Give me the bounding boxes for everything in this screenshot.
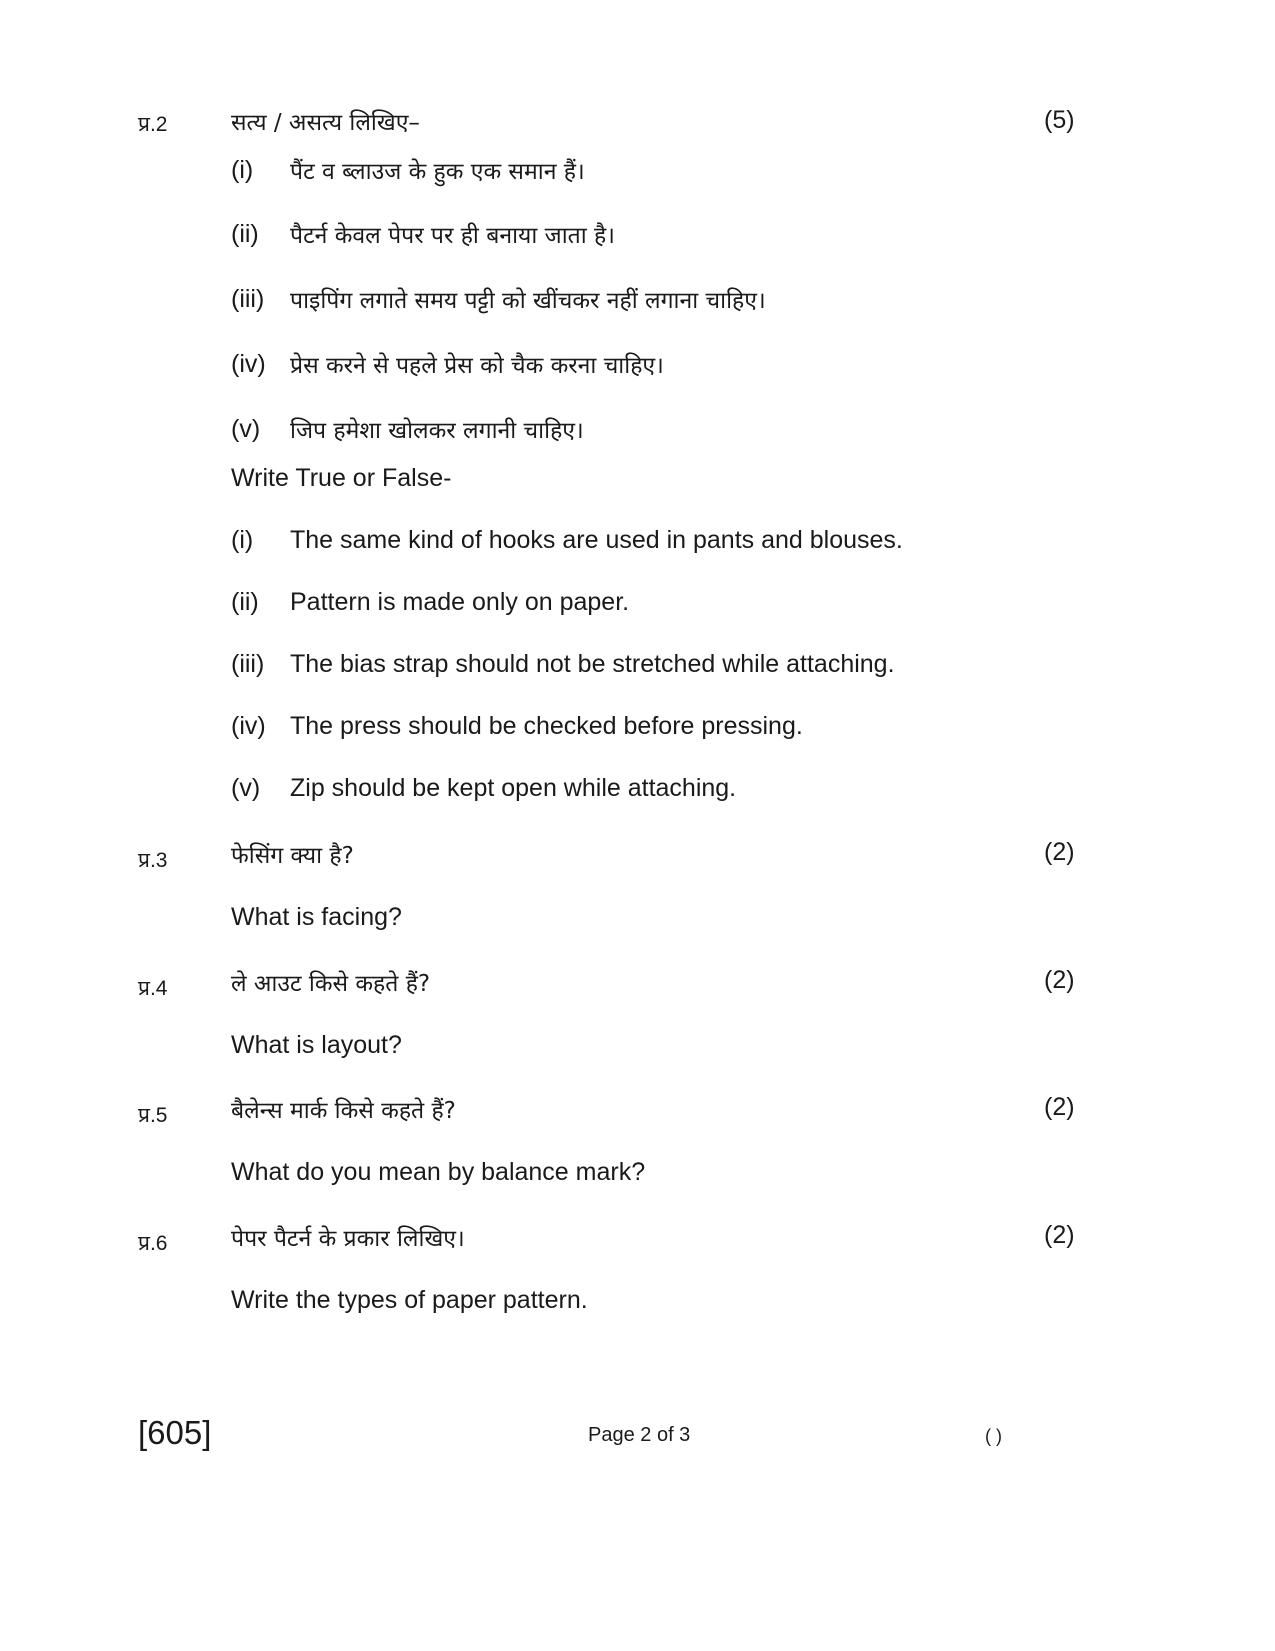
q2-english-item-1-roman: (i): [231, 526, 254, 554]
q2-english-item-4: The press should be checked before pressing.: [290, 712, 803, 740]
q5-hindi: बैलेन्स मार्क किसे कहते हैं?: [231, 1098, 456, 1124]
q4-number: प्र.4: [138, 977, 168, 1000]
q6-hindi: पेपर पैटर्न के प्रकार लिखिए।: [231, 1226, 465, 1252]
q2-english-item-3: The bias strap should not be stretched while attaching.: [290, 650, 895, 678]
q2-hindi-item-5-roman: (v): [231, 415, 261, 443]
q3-hindi: फेसिंग क्या है?: [231, 843, 354, 869]
q2-hindi-item-4-roman: (iv): [231, 350, 266, 378]
q6-number: प्र.6: [138, 1232, 168, 1255]
q2-english-item-3-roman: (iii): [231, 650, 265, 678]
q2-hindi-item-4: प्रेस करने से पहले प्रेस को चैक करना चाहिए।: [290, 353, 664, 379]
q2-hindi-item-2-roman: (ii): [231, 220, 259, 248]
q5-english: What do you mean by balance mark?: [231, 1158, 646, 1186]
q4-marks: (2): [1044, 966, 1075, 994]
q3-number: प्र.3: [138, 849, 168, 872]
q2-hindi-item-2: पैटर्न केवल पेपर पर ही बनाया जाता है।: [290, 223, 615, 249]
footer-paren: ( ): [985, 1426, 1002, 1446]
q4-hindi: ले आउट किसे कहते हैं?: [231, 971, 431, 997]
q2-english-item-2: Pattern is made only on paper.: [290, 588, 630, 616]
q2-english-item-1: The same kind of hooks are used in pants and blouses.: [290, 526, 903, 554]
q2-english-item-5: Zip should be kept open while attaching.: [290, 774, 737, 802]
paper-code: [605]: [138, 1414, 212, 1451]
q3-marks: (2): [1044, 838, 1075, 866]
q2-english-item-4-roman: (iv): [231, 712, 266, 740]
q2-hindi-item-1-roman: (i): [231, 156, 254, 184]
q5-marks: (2): [1044, 1093, 1075, 1121]
q5-number: प्र.5: [138, 1104, 168, 1127]
q2-hindi-title: सत्य / असत्य लिखिए–: [231, 110, 420, 136]
page-number: Page 2 of 3: [588, 1424, 691, 1446]
q2-hindi-item-5: जिप हमेशा खोलकर लगानी चाहिए।: [290, 418, 584, 444]
q2-english-title: Write True or False-: [231, 464, 452, 492]
q2-english-item-2-roman: (ii): [231, 588, 259, 616]
q2-number: प्र.2: [138, 113, 168, 136]
q3-english: What is facing?: [231, 903, 402, 931]
q2-marks: (5): [1044, 106, 1075, 134]
q2-hindi-item-3-roman: (iii): [231, 285, 265, 313]
q4-english: What is layout?: [231, 1031, 402, 1059]
q2-hindi-item-1: पैंट व ब्लाउज के हुक एक समान हैं।: [290, 159, 585, 185]
q2-english-item-5-roman: (v): [231, 774, 261, 802]
q6-marks: (2): [1044, 1221, 1075, 1249]
q6-english: Write the types of paper pattern.: [231, 1286, 588, 1314]
q2-hindi-item-3: पाइपिंग लगाते समय पट्टी को खींचकर नहीं लगाना चाहिए।: [290, 288, 766, 314]
